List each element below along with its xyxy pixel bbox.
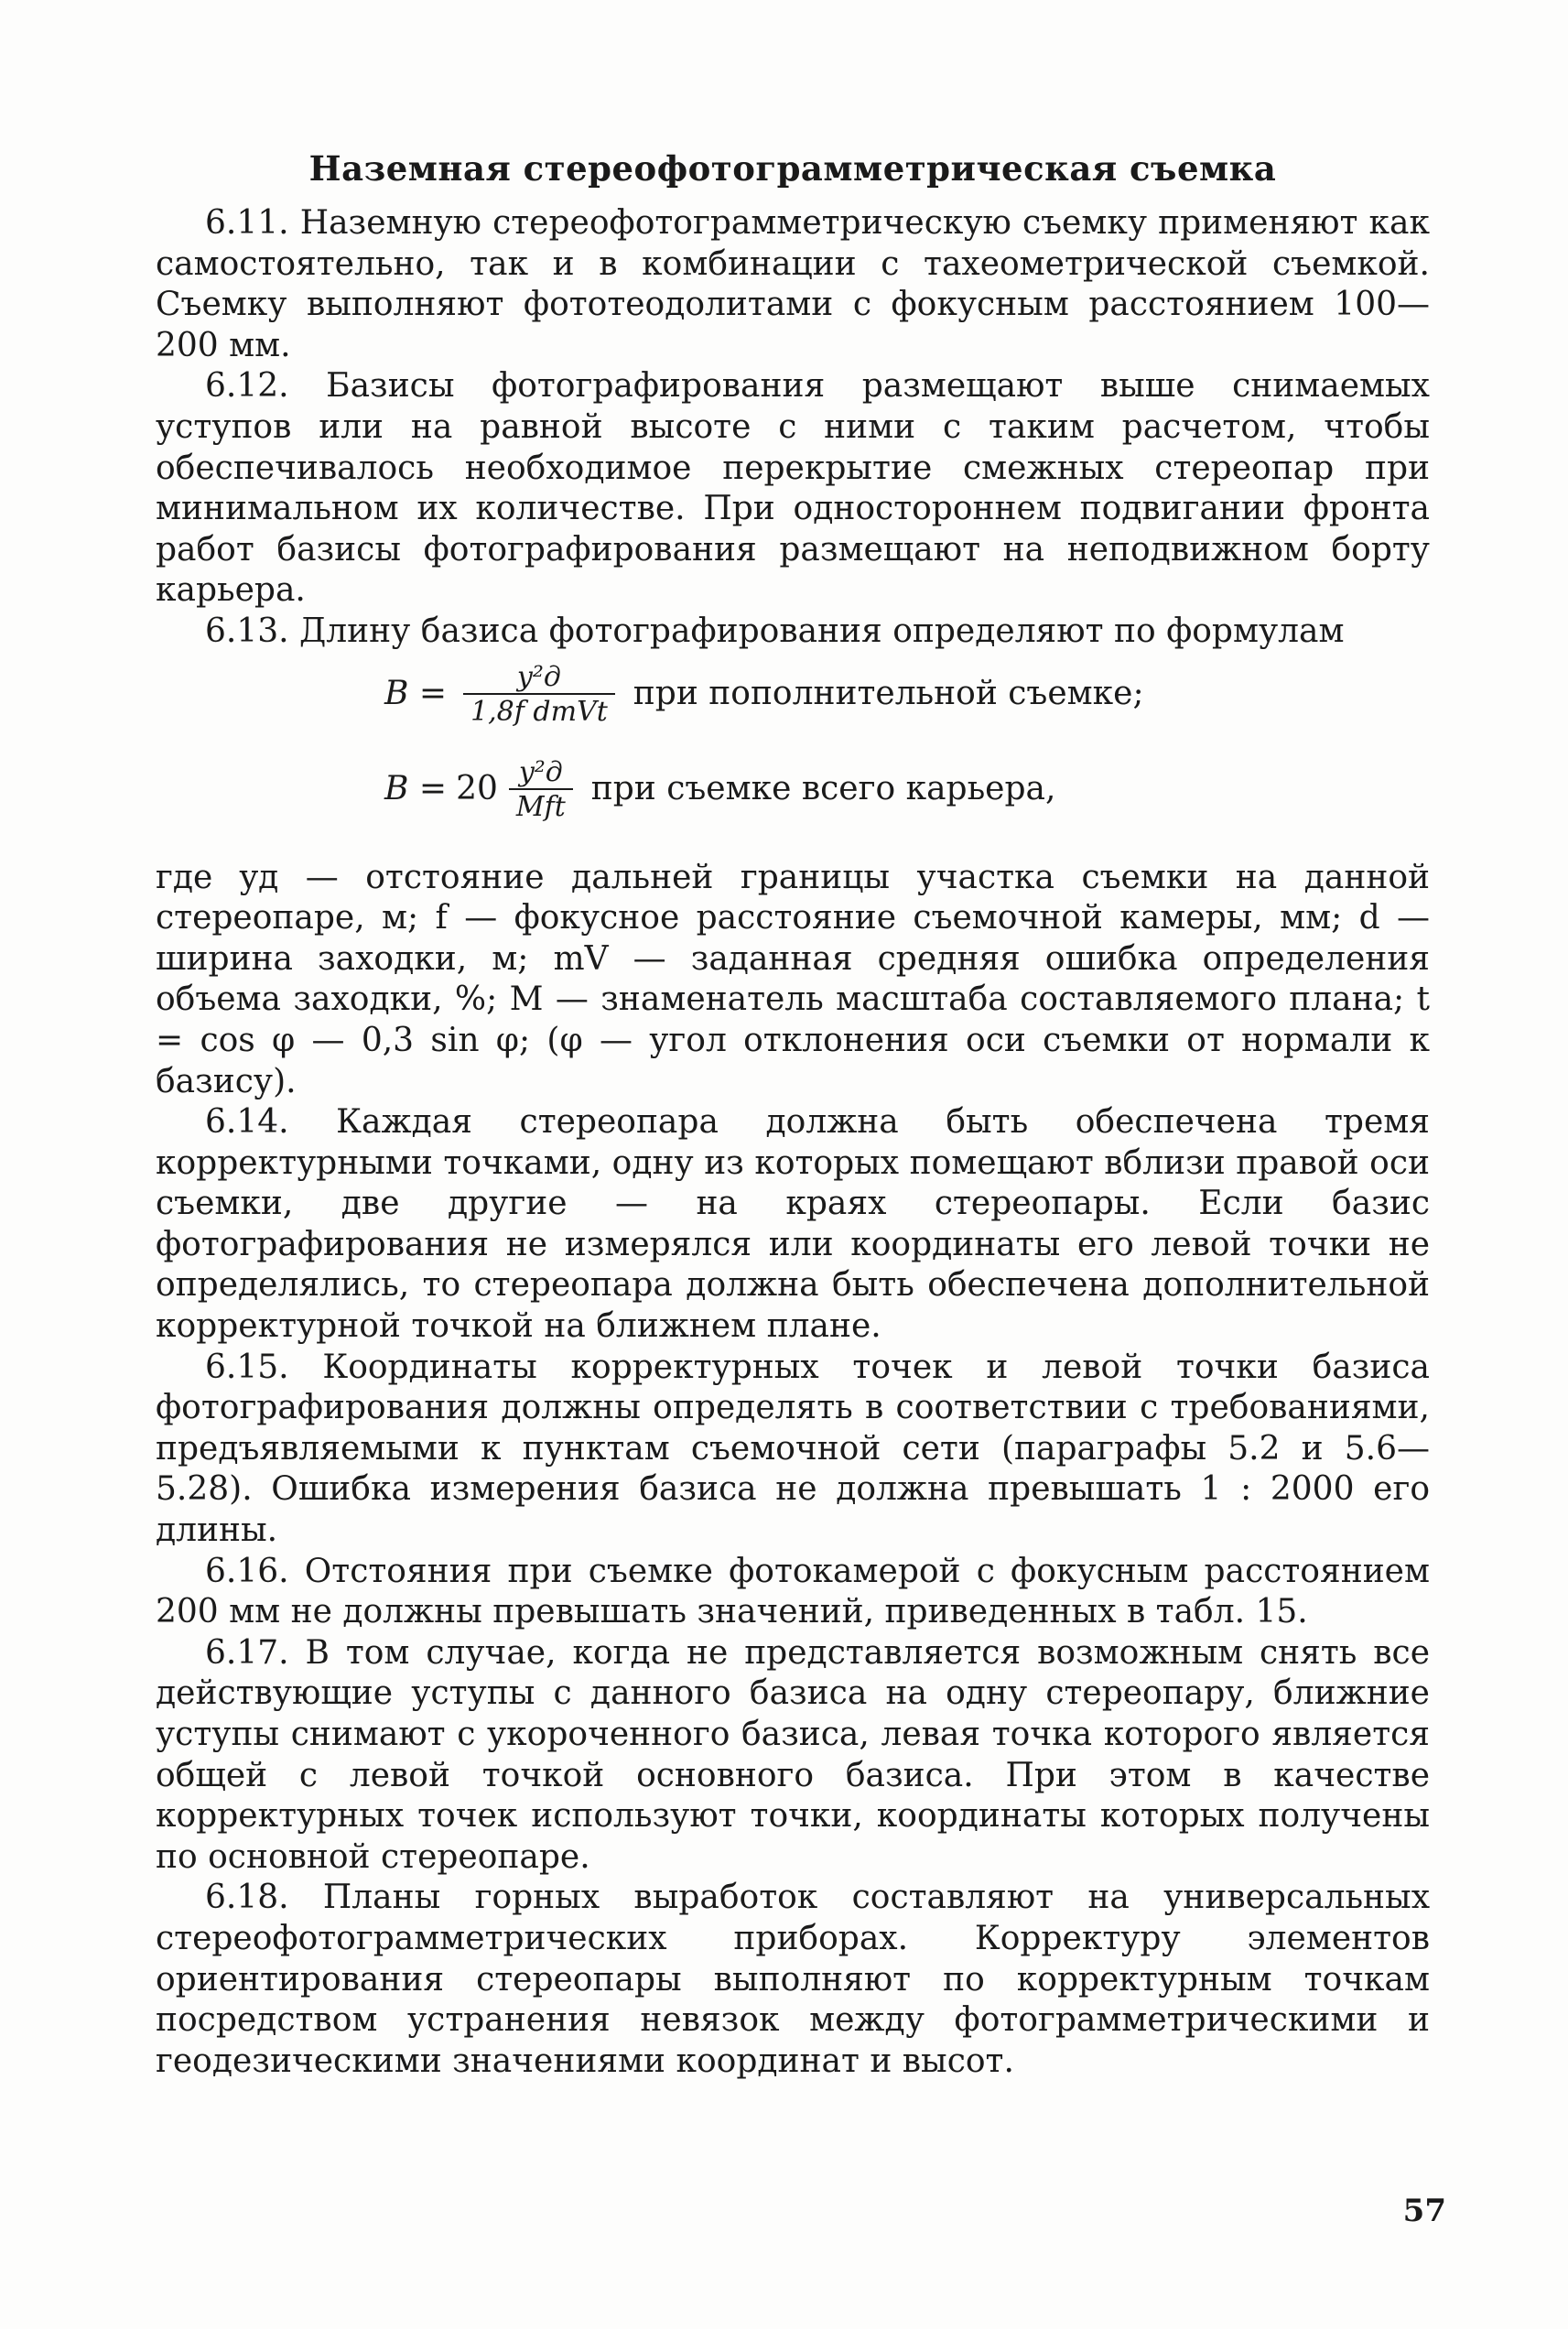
formula1-numerator: y²д [516, 660, 561, 693]
paragraph-6-15: 6.15. Координаты корректурных точек и левой точки базиса фотографирования должны определять в соответствии с требованиями, предъявляемыми к пунктам съемочной сети (параграфы 5.2 и 5.6—5.28). Ошибка измерения базиса не должна превышать 1 : 2000 его длины. [156, 1348, 1430, 1550]
formula1-lhs: B = [384, 675, 448, 713]
page-content [156, 146, 1430, 2082]
formula1-fraction [463, 662, 615, 728]
formula1-denominator: 1,8f dmVt [463, 693, 615, 728]
paragraph-6-17: 6.17. В том случае, когда не представляется возможным снять все действующие уступы с данного базиса на одну стереопару, ближние уступы снимают с укороченного базиса, левая точка которого является общей с левой точкой основного базиса. При этом в качестве корректурных точек используют точки, координаты которых получены по основной стереопаре. [156, 1633, 1430, 1876]
formula-whole-quarry [156, 757, 1430, 849]
paragraph-6-18: 6.18. Планы горных выработок составляют на универсальных стереофотограмметрических приборах. Корректуру элементов ориентирования стереопары выполняют по корректурным точкам посредством устранения невязок между фотограмметрическими и геодезическими значениями координат и высот. [156, 1879, 1430, 2080]
formula1-condition: при пополнительной съемке; [633, 675, 1144, 713]
paragraph-6-12: 6.12. Базисы фотографирования размещают выше снимаемых уступов или на равной высоте с ними с таким расчетом, чтобы обеспечивалось необходимое перекрытие смежных стереопар при минимальном их количестве. При одностороннем подвигании фронта работ базисы фотографирования размещают на неподвижном борту карьера. [156, 367, 1430, 610]
paragraph-6-13: 6.13. Длину базиса фотографирования определяют по формулам [205, 612, 1345, 650]
paragraph-6-16: 6.16. Отстояния при съемке фотокамерой с фокусным расстоянием 200 мм не должны превышать значений, приведенных в табл. 15. [156, 1552, 1430, 1631]
section-title: Наземная стереофотограмметрическая съемка [308, 148, 1277, 189]
formula2-condition: при съемке всего карьера, [590, 770, 1056, 808]
formula2-numerator: y²д [518, 755, 563, 788]
formula2-lhs: B = [384, 770, 448, 808]
formula-additional-survey [156, 662, 1430, 753]
variable-definitions: где yд — отстояние дальней границы участка съемки на данной стереопаре, м; f — фокусное расстояние съемочной камеры, мм; d — ширина заходки, м; mV — заданная средняя ошибка определения объема заходки, %; M — знаменатель масштаба составляемого плана; t = cos φ — 0,3 sin φ; (φ — угол отклонения оси съемки от нормали к базису). [156, 858, 1430, 1100]
paragraph-6-11: 6.11. Наземную стереофотограмметрическую съемку применяют как самостоятельно, так и в комбинации с тахеометрической съемкой. Съемку выполняют фототеодолитами с фокусным расстоянием 100—200 мм. [156, 204, 1430, 364]
formula2-coefficient: 20 [456, 770, 498, 808]
formula2-fraction [509, 757, 573, 823]
formula2-denominator: Mft [509, 788, 573, 823]
page-number: 57 [1402, 2193, 1446, 2229]
paragraph-6-14: 6.14. Каждая стереопара должна быть обеспечена тремя корректурными точками, одну из которых помещают вблизи правой оси съемки, две другие — на краях стереопары. Если базис фотографирования не измерялся или координаты его левой точки не определялись, то стереопара должна быть обеспечена дополнительной корректурной точкой на ближнем плане. [156, 1103, 1430, 1346]
